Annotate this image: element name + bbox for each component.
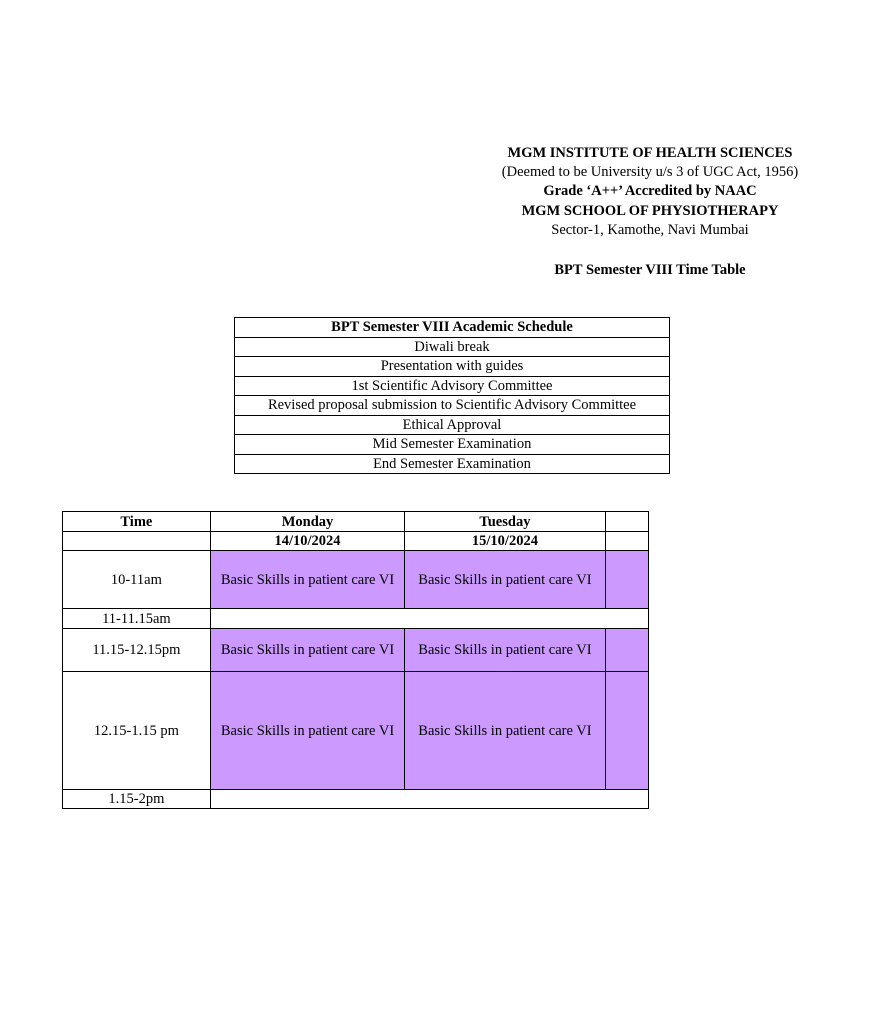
time-header: Time bbox=[63, 512, 211, 532]
schedule-item: 1st Scientific Advisory Committee bbox=[235, 376, 670, 396]
day-header-tuesday: Tuesday bbox=[405, 512, 605, 532]
class-cell: Basic Skills in patient care VI bbox=[210, 629, 405, 672]
schedule-item: Revised proposal submission to Scientific Advisory Committee bbox=[235, 396, 670, 416]
day-header-monday: Monday bbox=[210, 512, 405, 532]
time-cell: 11-11.15am bbox=[63, 609, 211, 629]
lunch-cell bbox=[210, 790, 648, 809]
date-monday: 14/10/2024 bbox=[210, 532, 405, 551]
page-title: BPT Semester VIII Time Table bbox=[554, 262, 746, 278]
timetable bbox=[62, 511, 649, 809]
time-cell: 11.15-12.15pm bbox=[63, 629, 211, 672]
time-cell: 1.15-2pm bbox=[63, 790, 211, 809]
address: Sector-1, Kamothe, Navi Mumbai bbox=[551, 222, 749, 238]
schedule-heading: BPT Semester VIII Academic Schedule bbox=[235, 318, 670, 338]
class-cell bbox=[605, 551, 648, 609]
table-cell bbox=[605, 532, 648, 551]
class-cell: Basic Skills in patient care VI bbox=[405, 629, 605, 672]
schedule-item: Mid Semester Examination bbox=[235, 435, 670, 455]
table-cell bbox=[605, 512, 648, 532]
time-cell: 10-11am bbox=[63, 551, 211, 609]
class-cell: Basic Skills in patient care VI bbox=[210, 672, 405, 790]
class-cell bbox=[605, 629, 648, 672]
institute-name: MGM INSTITUTE OF HEALTH SCIENCES bbox=[507, 145, 793, 161]
schedule-item: Ethical Approval bbox=[235, 415, 670, 435]
class-cell: Basic Skills in patient care VI bbox=[405, 672, 605, 790]
date-tuesday: 15/10/2024 bbox=[405, 532, 605, 551]
school-name: MGM SCHOOL OF PHYSIOTHERAPY bbox=[521, 203, 779, 219]
academic-schedule-table bbox=[234, 317, 670, 474]
schedule-item: Presentation with guides bbox=[235, 357, 670, 377]
schedule-item: End Semester Examination bbox=[235, 454, 670, 474]
class-cell: Basic Skills in patient care VI bbox=[210, 551, 405, 609]
time-cell: 12.15-1.15 pm bbox=[63, 672, 211, 790]
schedule-item: Diwali break bbox=[235, 337, 670, 357]
time-cell bbox=[63, 532, 211, 551]
institute-status: (Deemed to be University u/s 3 of UGC Act, 1956) bbox=[501, 164, 799, 180]
class-cell bbox=[605, 672, 648, 790]
break-cell bbox=[210, 609, 648, 629]
accreditation: Grade ‘A++’ Accredited by NAAC bbox=[543, 183, 757, 199]
class-cell: Basic Skills in patient care VI bbox=[405, 551, 605, 609]
